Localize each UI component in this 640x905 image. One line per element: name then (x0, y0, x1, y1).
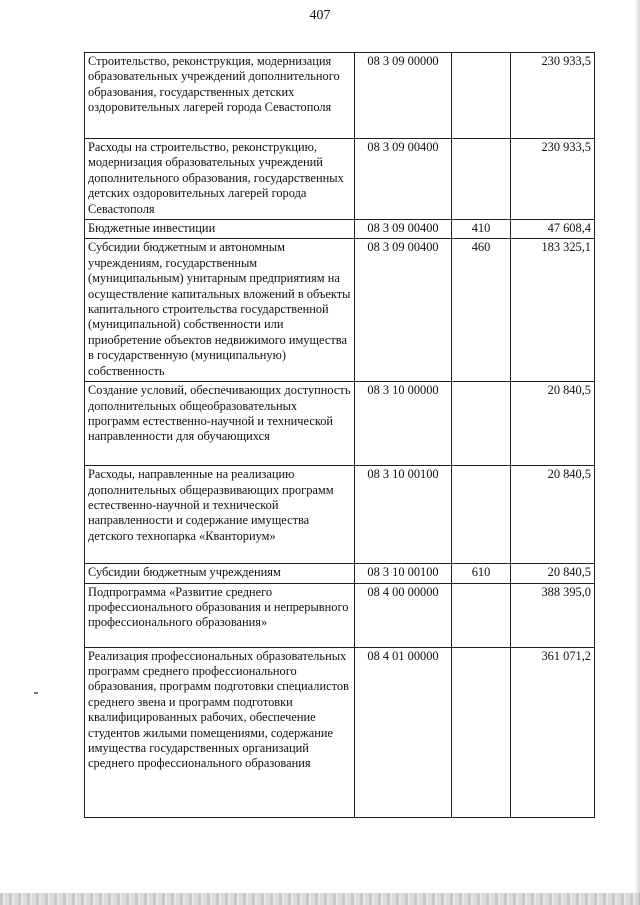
row-name-cell: Расходы, направленные на реализацию дополнительных общеразвивающих программ естественно-научной и технической направленности и содержание имущества детского технопарка «Кванториум» (85, 466, 355, 564)
row-code-cell: 08 3 10 00000 (355, 382, 452, 466)
row-amount-cell: 183 325,1 (511, 239, 595, 382)
row-code-cell: 08 3 09 00400 (355, 220, 452, 239)
scan-speck (34, 692, 38, 694)
table-row (85, 220, 595, 239)
table-row (85, 53, 595, 139)
row-name-cell: Строительство, реконструкция, модернизация образовательных учреждений дополнительного образования, государственных детских оздоровительных лагерей города Севастополя (85, 53, 355, 139)
row-name-cell: Субсидии бюджетным учреждениям (85, 564, 355, 583)
table-row (85, 466, 595, 564)
row-expense-type-cell (452, 382, 511, 466)
row-amount-cell: 361 071,2 (511, 647, 595, 817)
row-name-cell: Бюджетные инвестиции (85, 220, 355, 239)
row-amount-cell: 20 840,5 (511, 382, 595, 466)
row-code-cell: 08 3 10 00100 (355, 564, 452, 583)
row-name-cell: Создание условий, обеспечивающих доступность дополнительных общеобразовательных программ естественно-научной и технической направленности для обучающихся (85, 382, 355, 466)
row-name-cell: Подпрограмма «Развитие среднего профессионального образования и непрерывного профессионального образования» (85, 583, 355, 647)
row-expense-type-cell (452, 53, 511, 139)
row-expense-type-cell: 610 (452, 564, 511, 583)
scan-bottom-edge (0, 893, 640, 905)
row-expense-type-cell: 460 (452, 239, 511, 382)
row-expense-type-cell (452, 139, 511, 220)
scan-right-edge (634, 0, 640, 905)
table-row (85, 239, 595, 382)
row-name-cell: Субсидии бюджетным и автономным учреждениям, государственным (муниципальным) унитарным предприятиям на осуществление капитальных вложений в объекты капитального строительства государственной (муниципальной) собственности или приобретение объектов недвижимого имущества в государственную (муниципальную) собственность (85, 239, 355, 382)
row-amount-cell: 388 395,0 (511, 583, 595, 647)
table-row (85, 647, 595, 817)
table-row (85, 564, 595, 583)
row-code-cell: 08 3 09 00400 (355, 139, 452, 220)
budget-table (84, 52, 595, 818)
row-code-cell: 08 4 00 00000 (355, 583, 452, 647)
row-code-cell: 08 3 09 00400 (355, 239, 452, 382)
row-expense-type-cell (452, 647, 511, 817)
table-row (85, 382, 595, 466)
row-code-cell: 08 4 01 00000 (355, 647, 452, 817)
row-amount-cell: 20 840,5 (511, 564, 595, 583)
row-expense-type-cell (452, 583, 511, 647)
row-amount-cell: 230 933,5 (511, 53, 595, 139)
row-amount-cell: 20 840,5 (511, 466, 595, 564)
row-name-cell: Реализация профессиональных образовательных программ среднего профессионального образования, программ подготовки специалистов среднего звена и программ подготовки квалифицированных рабочих, обеспечение студентов жилыми помещениями, содержание имущества государственных организаций среднего профессионального образования (85, 647, 355, 817)
row-expense-type-cell (452, 466, 511, 564)
page-number: 407 (309, 8, 331, 23)
row-code-cell: 08 3 10 00100 (355, 466, 452, 564)
row-amount-cell: 47 608,4 (511, 220, 595, 239)
row-expense-type-cell: 410 (452, 220, 511, 239)
row-name-cell: Расходы на строительство, реконструкцию, модернизация образовательных учреждений дополнительного образования, государственных детских оздоровительных лагерей города Севастополя (85, 139, 355, 220)
row-amount-cell: 230 933,5 (511, 139, 595, 220)
table-row (85, 139, 595, 220)
table-row (85, 583, 595, 647)
row-code-cell: 08 3 09 00000 (355, 53, 452, 139)
